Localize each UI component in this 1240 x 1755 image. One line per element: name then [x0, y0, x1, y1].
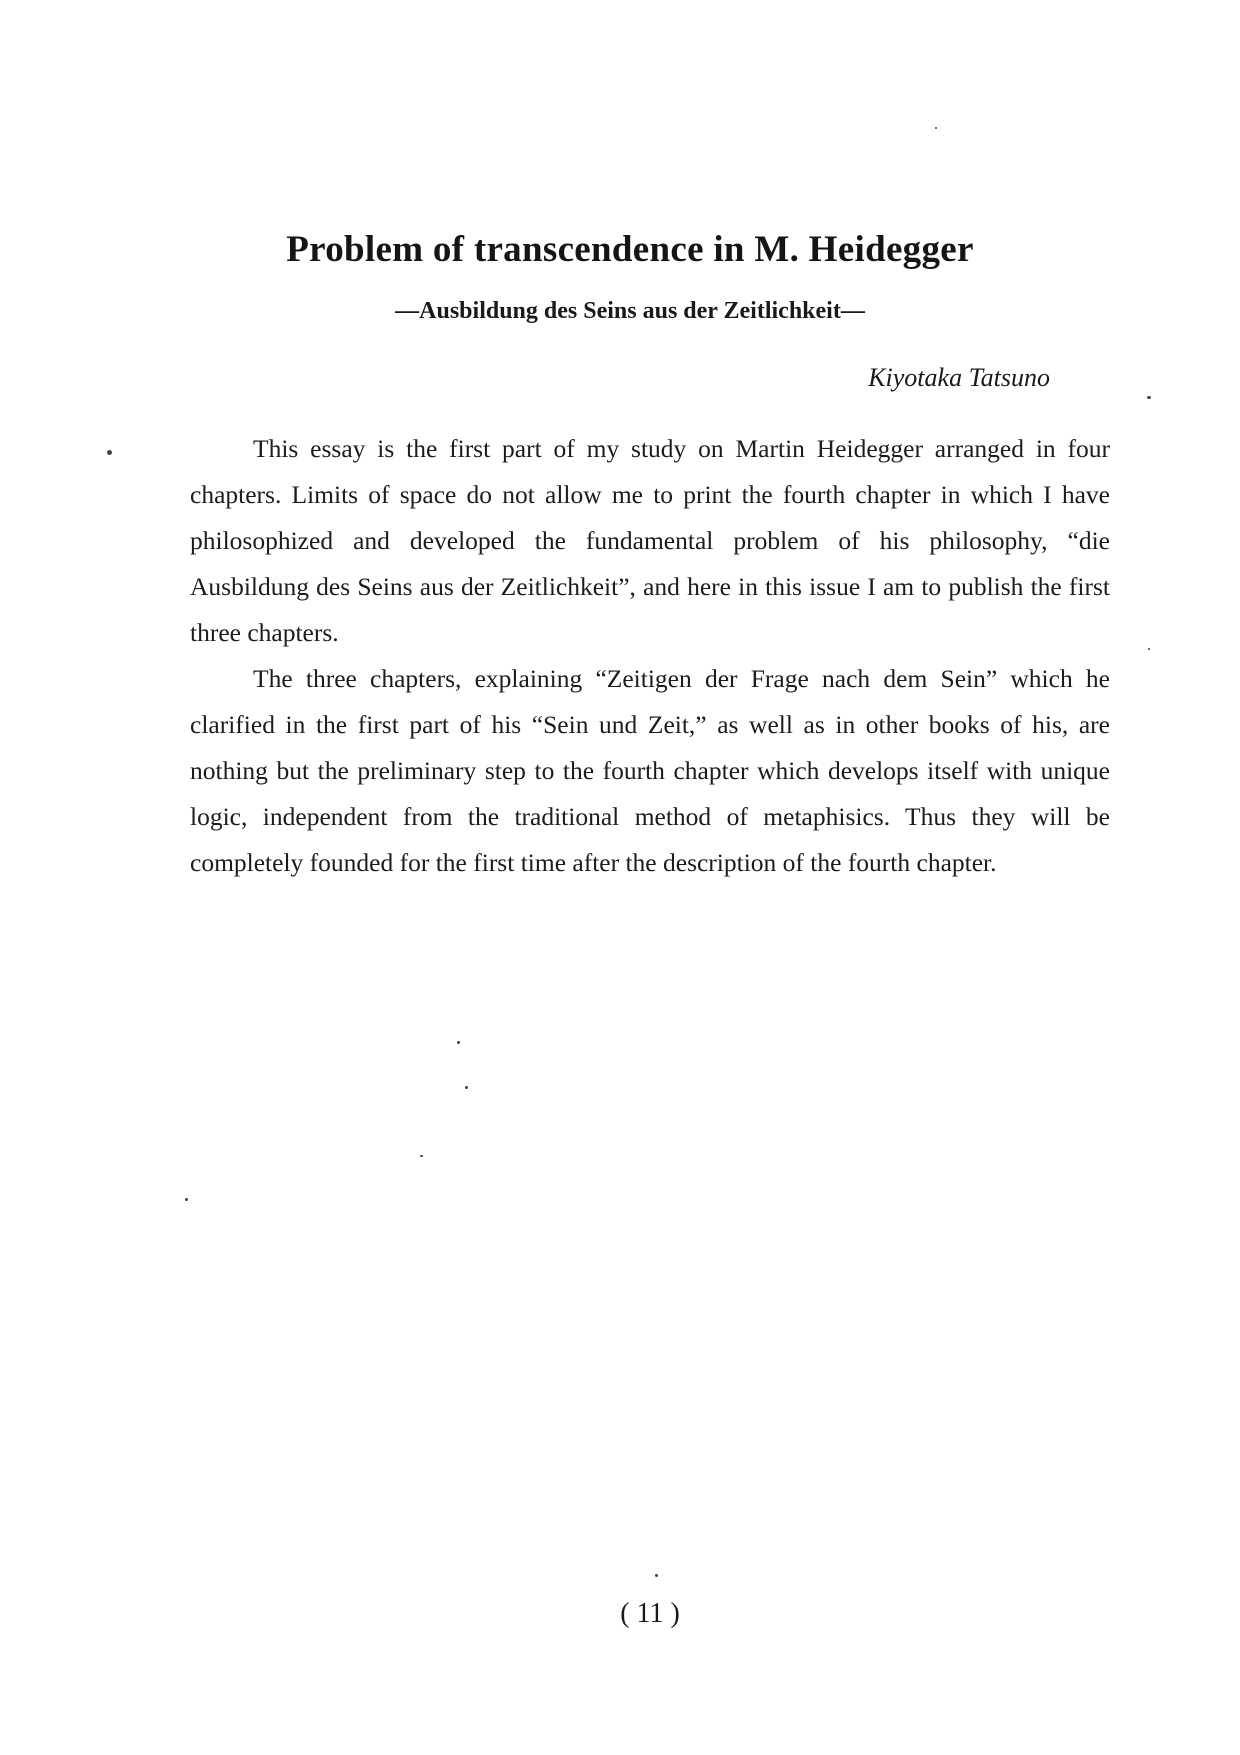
scan-speck — [457, 1041, 460, 1044]
scan-speck — [935, 127, 937, 129]
scan-speck — [420, 1155, 423, 1157]
scan-speck — [1147, 396, 1151, 399]
scan-speck — [185, 1198, 188, 1201]
scan-speck — [1148, 648, 1150, 650]
article-body — [190, 426, 1110, 886]
page-number: ( 11 ) — [620, 1598, 680, 1629]
scan-speck — [655, 1574, 658, 1577]
paragraph: The three chapters, explaining “Zeitigen der Frage nach dem Sein” which he clarified in the first part of his “Sein und Zeit,” as well as in other books of his, are nothing but the preliminary step to the fourth chapter which develops itself with unique logic, independent from the traditional method of metaphisics. Thus they will be completely founded for the first time after the description of the fourth chapter. — [190, 664, 1110, 877]
paragraph: This essay is the first part of my study on Martin Heidegger arranged in four chapters. Limits of space do not allow me to print the fourth chapter in which I have philosophized and developed the fundamental problem of his philosophy, “die Ausbildung des Seins aus der Zeitlichkeit”, and here in this issue I am to publish the first three chapters. — [190, 434, 1110, 647]
author-name: Kiyotaka Tatsuno — [868, 363, 1050, 392]
article-subtitle: —Ausbildung des Seins aus der Zeitlichkeit— — [395, 298, 865, 324]
scan-speck — [107, 450, 112, 455]
article-title: Problem of transcendence in M. Heidegger — [286, 229, 974, 270]
scan-speck — [465, 1086, 468, 1089]
